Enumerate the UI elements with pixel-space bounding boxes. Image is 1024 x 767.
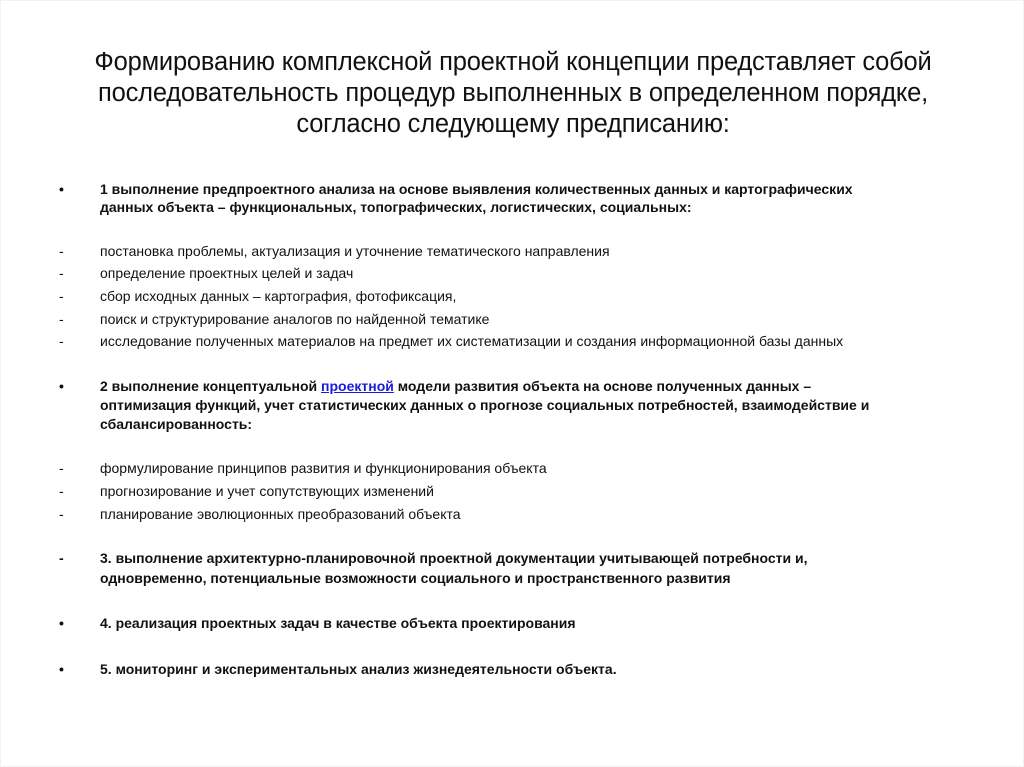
section-2-text-after: модели развития объекта на основе полученных данных – [393, 378, 812, 394]
slide-title [41, 47, 985, 140]
dash-icon: - [59, 506, 64, 522]
title-line-1: Формированию комплексной проектной концепции представляет собой [94, 48, 932, 76]
dash-icon: - [59, 265, 64, 281]
bullet-icon: • [59, 615, 64, 631]
title-line-3: согласно следующему предписанию: [296, 110, 730, 138]
section-5-text: 5. мониторинг и экспериментальных анализ жизнедеятельности объекта. [100, 661, 617, 677]
dash-icon: - [59, 288, 64, 304]
list-item-text: постановка проблемы, актуализация и уточнение тематического направления [100, 243, 610, 259]
project-link[interactable]: проектной [321, 378, 394, 394]
dash-icon: - [59, 311, 64, 327]
section-4-text: 4. реализация проектных задач в качестве объекта проектирования [100, 615, 576, 631]
section-2-line-1 [100, 376, 980, 397]
list-item-text: определение проектных целей и задач [100, 265, 354, 281]
section-3-line-1: 3. выполнение архитектурно-планировочной проектной документации учитывающей потребности и, [100, 550, 808, 566]
bullet-icon: • [59, 378, 64, 394]
section-1-line-1: 1 выполнение предпроектного анализа на основе выявления количественных данных и картографических [100, 181, 853, 197]
list-item-text: формулирование принципов развития и функционирования объекта [100, 460, 547, 476]
list-item-text: поиск и структурирование аналогов по найденной тематике [100, 311, 490, 327]
section-3-line-2: одновременно, потенциальные возможности социального и пространственного развития [100, 570, 731, 586]
dash-icon: - [59, 243, 64, 259]
section-1-line-2: данных объекта – функциональных, топографических, логистических, социальных: [100, 199, 692, 215]
dash-icon: - [59, 550, 64, 566]
dash-icon: - [59, 460, 64, 476]
list-item-text: сбор исходных данных – картография, фотофиксация, [100, 288, 457, 304]
list-item-text: прогнозирование и учет сопутствующих изменений [100, 483, 434, 499]
list-item-text: исследование полученных материалов на предмет их систематизации и создания информационной базы данных [100, 333, 844, 349]
list-item-text: планирование эволюционных преобразований объекта [100, 506, 461, 522]
section-2-text-before: 2 выполнение концептуальной [100, 378, 322, 394]
title-line-2: последовательность процедур выполненных в определенном порядке, [98, 79, 928, 107]
bullet-icon: • [59, 181, 64, 197]
section-2-line-2: оптимизация функций, учет статистических данных о прогнозе социальных потребностей, взаимодействие и [100, 397, 870, 413]
section-2-line-3: сбалансированность: [100, 416, 253, 432]
dash-icon: - [59, 333, 64, 349]
bullet-icon: • [59, 661, 64, 677]
dash-icon: - [59, 483, 64, 499]
